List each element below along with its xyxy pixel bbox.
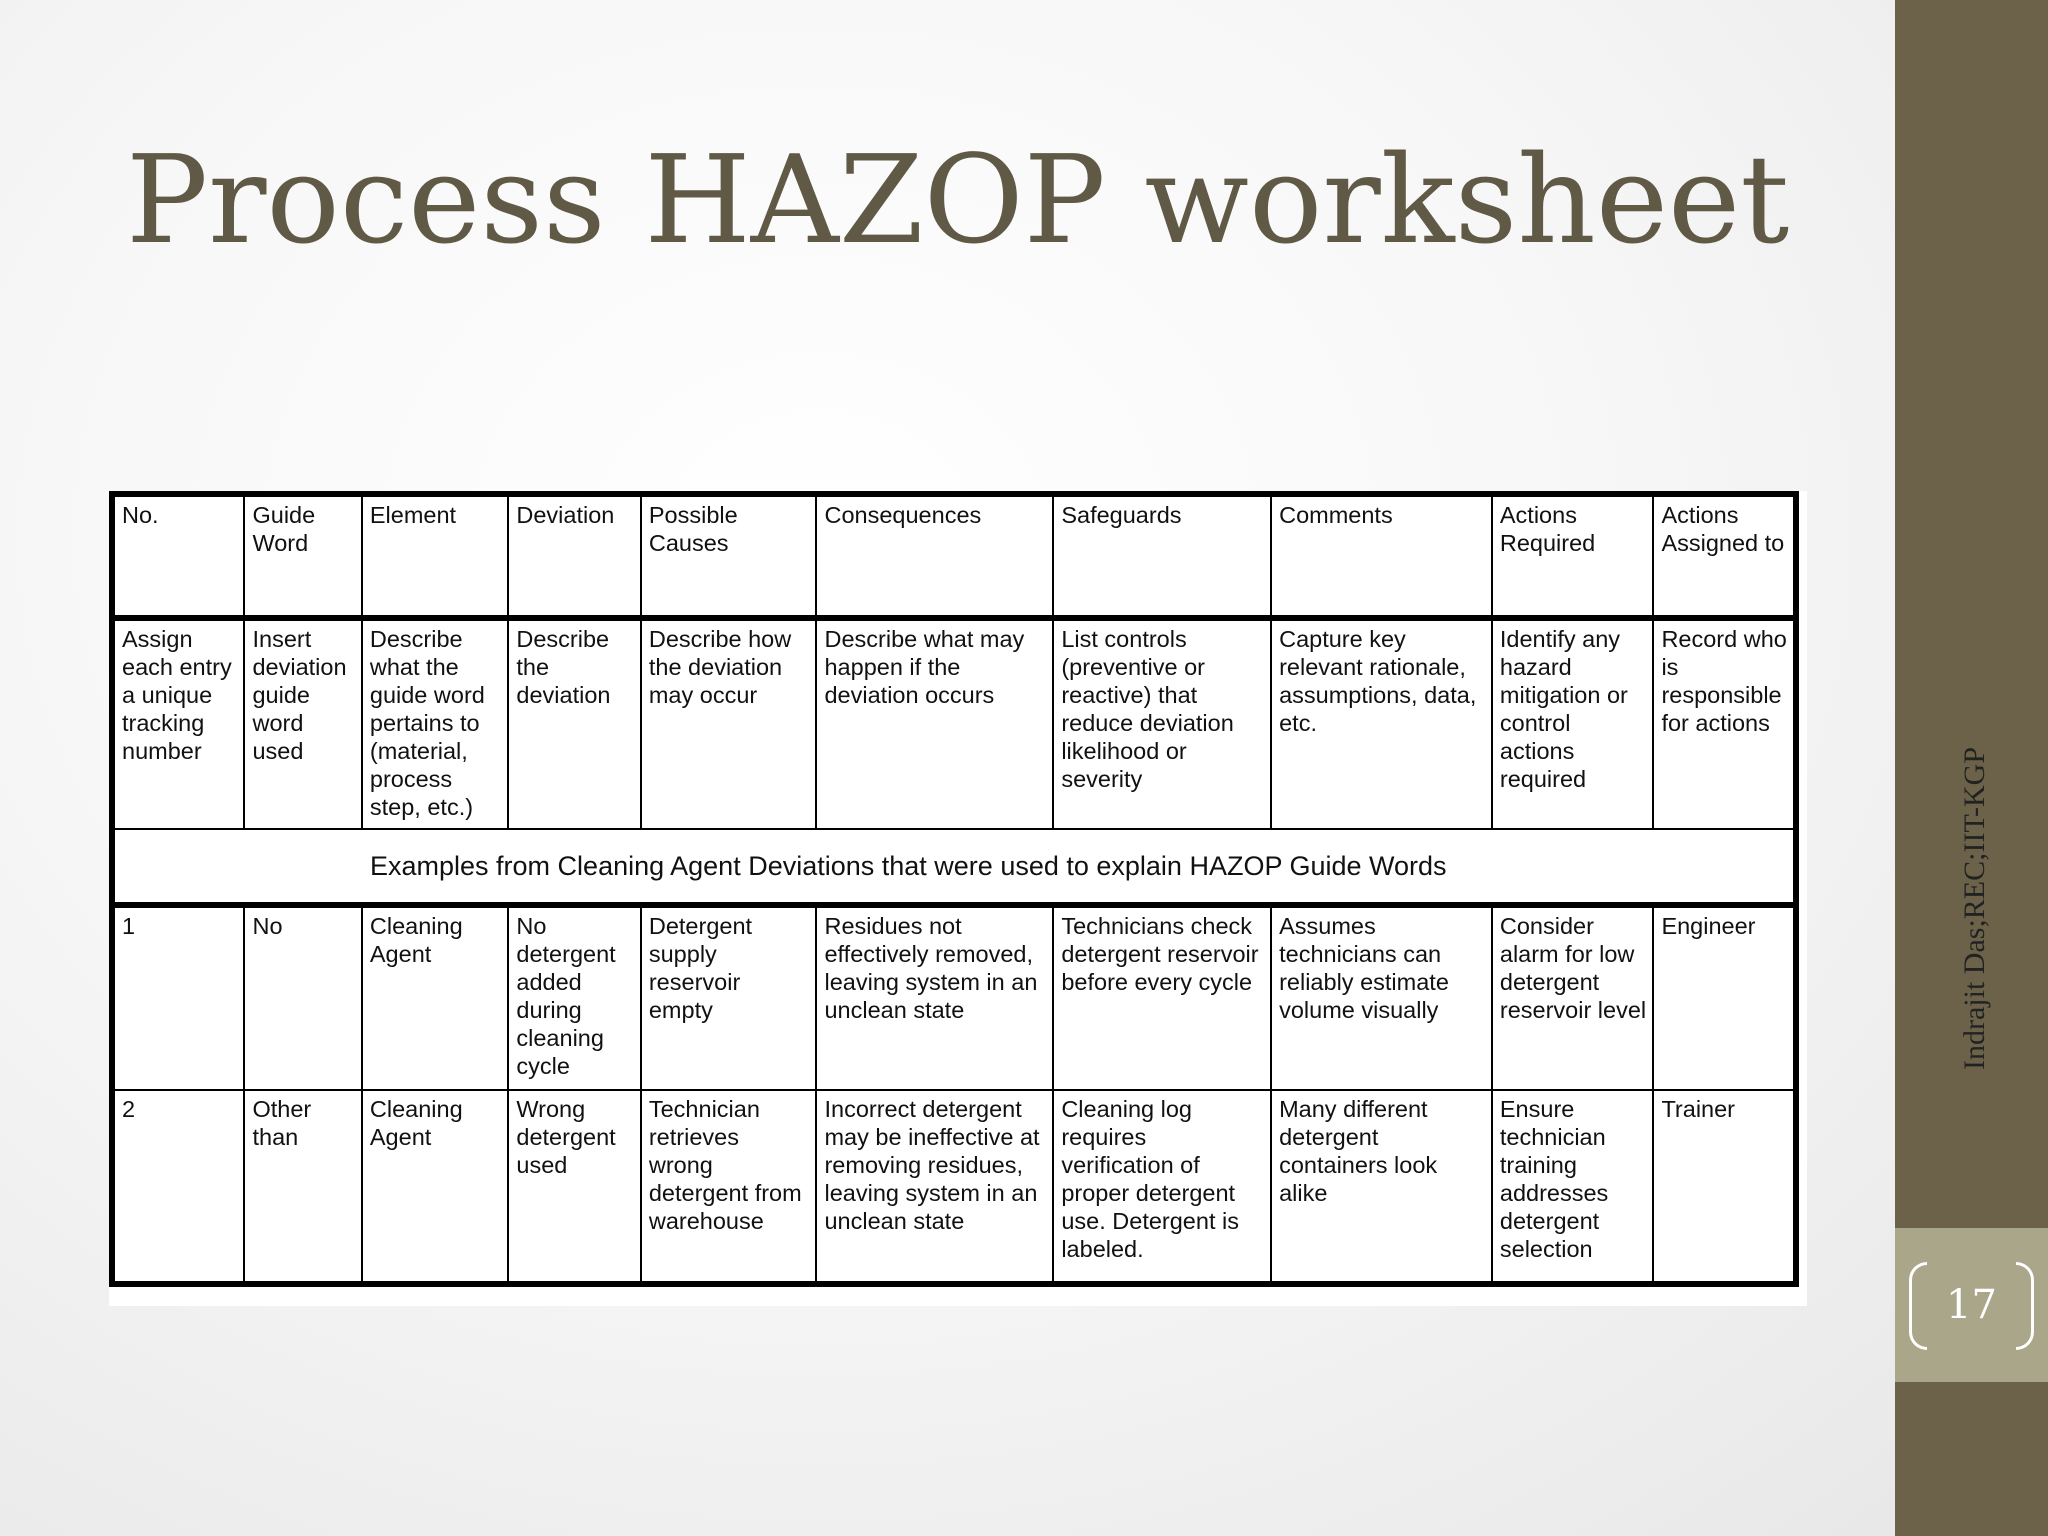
table-cell: Trainer bbox=[1653, 1090, 1796, 1284]
table-cell: No detergent added during cleaning cycle bbox=[508, 905, 640, 1090]
worksheet-frame bbox=[109, 491, 1807, 1306]
table-cell: Cleaning log requires verification of proper detergent use. Detergent is labeled. bbox=[1053, 1090, 1271, 1284]
header-cell: Comments bbox=[1271, 494, 1492, 618]
table-cell: 2 bbox=[112, 1090, 244, 1284]
description-cell: Record who is responsible for actions bbox=[1653, 618, 1796, 829]
header-row bbox=[112, 494, 1796, 618]
header-cell: Guide Word bbox=[244, 494, 361, 618]
table-cell: Other than bbox=[244, 1090, 361, 1284]
description-cell: Describe how the deviation may occur bbox=[641, 618, 817, 829]
description-cell: Describe what the guide word pertains to (material, process step, etc.) bbox=[362, 618, 509, 829]
description-cell: Assign each entry a unique tracking number bbox=[112, 618, 244, 829]
table-cell: Cleaning Agent bbox=[362, 1090, 509, 1284]
header-cell: Element bbox=[362, 494, 509, 618]
examples-banner: Examples from Cleaning Agent Deviations that were used to explain HAZOP Guide Words bbox=[112, 829, 1796, 905]
page-number-box bbox=[1895, 1228, 2048, 1382]
table-cell: Many different detergent containers look alike bbox=[1271, 1090, 1492, 1284]
header-cell: Consequences bbox=[816, 494, 1053, 618]
table-cell: Residues not effectively removed, leaving system in an unclean state bbox=[816, 905, 1053, 1090]
table-row bbox=[112, 1090, 1796, 1284]
description-cell: List controls (preventive or reactive) that reduce deviation likelihood or severity bbox=[1053, 618, 1271, 829]
table-cell: Engineer bbox=[1653, 905, 1796, 1090]
header-cell: Actions Assigned to bbox=[1653, 494, 1796, 618]
header-cell: Possible Causes bbox=[641, 494, 817, 618]
table-cell: Technicians check detergent reservoir before every cycle bbox=[1053, 905, 1271, 1090]
table-cell: No bbox=[244, 905, 361, 1090]
banner-row bbox=[112, 829, 1796, 905]
table-cell: Cleaning Agent bbox=[362, 905, 509, 1090]
header-cell: Actions Required bbox=[1492, 494, 1654, 618]
page-number: 17 bbox=[1946, 1282, 1997, 1328]
table-row bbox=[112, 905, 1796, 1090]
header-cell: Safeguards bbox=[1053, 494, 1271, 618]
table-cell: Detergent supply reservoir empty bbox=[641, 905, 817, 1090]
description-cell: Capture key relevant rationale, assumptions, data, etc. bbox=[1271, 618, 1492, 829]
slide-title: Process HAZOP worksheet bbox=[126, 129, 1790, 271]
table-cell: Consider alarm for low detergent reservoir level bbox=[1492, 905, 1654, 1090]
description-cell: Identify any hazard mitigation or control actions required bbox=[1492, 618, 1654, 829]
header-cell: No. bbox=[112, 494, 244, 618]
description-cell: Describe the deviation bbox=[508, 618, 640, 829]
header-cell: Deviation bbox=[508, 494, 640, 618]
table-cell: Assumes technicians can reliably estimate volume visually bbox=[1271, 905, 1492, 1090]
table-cell: Wrong detergent used bbox=[508, 1090, 640, 1284]
table-cell: Technician retrieves wrong detergent from warehouse bbox=[641, 1090, 817, 1284]
description-cell: Describe what may happen if the deviation occurs bbox=[816, 618, 1053, 829]
hazop-table bbox=[109, 491, 1799, 1287]
table-cell: Ensure technician training addresses detergent selection bbox=[1492, 1090, 1654, 1284]
description-cell: Insert deviation guide word used bbox=[244, 618, 361, 829]
table-cell: Incorrect detergent may be ineffective at removing residues, leaving system in an unclean state bbox=[816, 1090, 1053, 1284]
author-footer: Indrajit Das;REC;IIT-KGP bbox=[1958, 746, 1991, 1070]
description-row bbox=[112, 618, 1796, 829]
table-cell: 1 bbox=[112, 905, 244, 1090]
